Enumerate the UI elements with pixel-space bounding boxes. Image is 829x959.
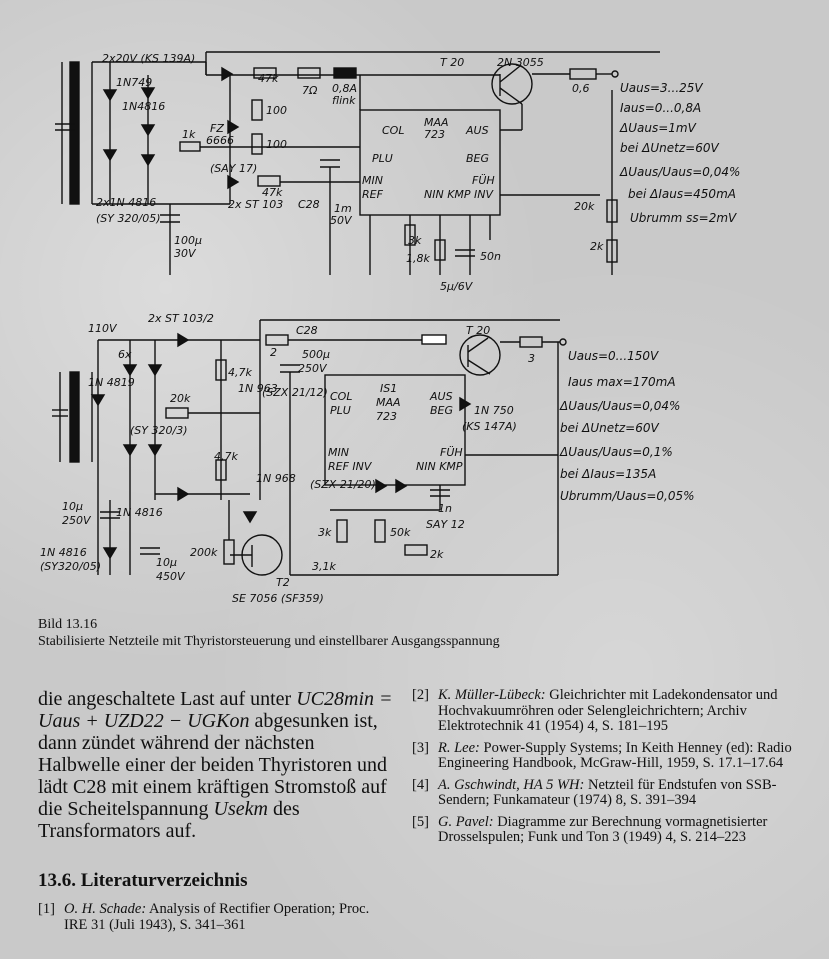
bottom-labels <box>40 312 695 605</box>
label: (SY320/05) <box>40 560 101 573</box>
label: 1N749 <box>116 76 153 89</box>
label: AUS <box>466 124 489 137</box>
label: 250V <box>298 362 327 375</box>
top-labels <box>96 52 740 293</box>
label: 1N 968 <box>256 472 296 485</box>
label: 110V <box>88 322 117 335</box>
reference-body: Netzteil für Endstufen von SSB-Sendern; Funkamateur (1974) 8, S. 391–394 <box>438 776 777 808</box>
label: 6x <box>118 348 132 361</box>
label: COL <box>382 124 405 137</box>
reference-text <box>438 688 802 735</box>
label: T2 <box>276 576 290 589</box>
label: (SZX 21/12) <box>262 386 328 399</box>
reference-text <box>438 815 802 846</box>
label: 1m <box>334 202 352 215</box>
label: 3k <box>318 526 332 539</box>
label: 3k <box>408 234 422 247</box>
label: 4,7k <box>214 450 238 463</box>
label: flink <box>332 94 356 107</box>
label: BEG <box>466 152 490 165</box>
formula-sum: = Uaus + UZD22 − UGKon <box>38 688 393 732</box>
label: SE 7056 (SF359) <box>232 592 324 605</box>
reference-item-1 <box>38 902 393 933</box>
label: 450V <box>156 570 185 583</box>
label: COL <box>330 390 353 403</box>
label: MIN <box>328 446 349 459</box>
label: MAA <box>376 396 401 409</box>
reference-author: O. H. Schade: <box>64 901 147 917</box>
figure-caption <box>38 616 798 650</box>
label: 47k <box>258 72 279 85</box>
label: IS1 <box>380 382 398 395</box>
label: PLU <box>372 152 393 165</box>
reference-number: [3] <box>412 739 429 756</box>
label: 1N 4819 <box>88 376 135 389</box>
label: (SZX 21/20) <box>310 478 376 491</box>
spec-bottom-4: ΔUaus/Uaus=0,1% <box>560 445 673 459</box>
reference-number: [2] <box>412 687 429 703</box>
label: 3 <box>528 352 535 365</box>
label: 2k <box>590 240 604 253</box>
label: REF INV <box>328 460 372 473</box>
label: 3,1k <box>312 560 336 573</box>
label: C28 <box>298 198 320 211</box>
label: 2x ST 103 <box>228 198 284 211</box>
label: 1n <box>438 502 452 515</box>
spec-bottom-3: bei ΔUnetz=60V <box>560 421 659 435</box>
label: 5μ/6V <box>440 280 473 293</box>
label: 2x ST 103/2 <box>148 312 214 325</box>
label: 1N 4816 <box>40 546 87 559</box>
reference-body: Analysis of Rectifier Operation; Proc. IRE 31 (Juli 1943), S. 341–361 <box>64 901 370 933</box>
spec-top-5: bei ΔIaus=450mA <box>628 187 736 201</box>
paragraph-text-1: die angeschaltete Last auf unter <box>38 688 292 710</box>
label: (KS 147A) <box>462 420 517 433</box>
reference-body: Diagramme zur Berechnung vormagnetisierter Drosselspulen; Funk und Ton 3 (1949) 4, S. 214–223 <box>438 813 768 845</box>
label: NIN KMP <box>416 460 463 473</box>
reference-text <box>438 778 802 809</box>
label: 20k <box>170 392 191 405</box>
reference-item-3 <box>412 741 802 772</box>
reference-author: K. Müller-Lübeck: <box>438 687 546 703</box>
spec-bottom-1: Iaus max=170mA <box>568 375 676 389</box>
label: (SY 320/05) <box>96 212 161 225</box>
reference-list <box>412 688 802 852</box>
label: 200k <box>190 546 218 559</box>
spec-bottom-2: ΔUaus/Uaus=0,04% <box>560 399 681 413</box>
spec-top-2: ΔUaus=1mV <box>620 121 696 135</box>
label: 1,8k <box>406 252 430 265</box>
reference-number: [1] <box>38 901 55 917</box>
label: 250V <box>62 514 91 527</box>
paragraph-text-4: des Transformators auf. <box>38 798 300 842</box>
transformer-core <box>70 62 79 204</box>
label: 2 <box>270 346 277 359</box>
label-trafo-top: 2x20V (KS 139A) <box>102 52 196 65</box>
label: 500μ <box>302 348 330 361</box>
label: REF <box>362 188 383 201</box>
label: 0,6 <box>572 82 590 95</box>
label: 50k <box>390 526 411 539</box>
label: 723 <box>376 410 397 423</box>
reference-body: Gleichrichter mit Ladekondensator und Hochvakuumröhren oder Selengleichrichtern; Archiv Elektrotechnik 41 (1954) 4, S. 181–195 <box>438 687 778 734</box>
label: 50n <box>480 250 501 263</box>
label: 47k <box>262 186 283 199</box>
label: 20k <box>574 200 595 213</box>
caption-label: Bild 13.16 <box>38 617 98 632</box>
spec-bottom-0: Uaus=0...150V <box>568 349 659 363</box>
label: FÜH <box>472 174 495 187</box>
label: MIN <box>362 174 383 187</box>
label: 1N 963 <box>238 382 278 395</box>
spec-bottom-5: bei ΔIaus=135A <box>560 467 657 481</box>
label: SAY 12 <box>426 518 465 531</box>
label: 10μ <box>62 500 83 513</box>
spec-top-4: ΔUaus/Uaus=0,04% <box>620 165 741 179</box>
transformer-core-bottom <box>70 372 79 462</box>
spec-bottom-6: Ubrumm/Uaus=0,05% <box>560 489 695 503</box>
reference-number: [4] <box>412 776 429 793</box>
label: 100 <box>266 104 287 117</box>
spec-top-3: bei ΔUnetz=60V <box>620 141 719 155</box>
spec-top-1: Iaus=0...0,8A <box>620 101 702 115</box>
label: PLU <box>330 404 351 417</box>
spec-top-6: Ubrumm ss=2mV <box>630 211 737 225</box>
reference-text <box>64 902 393 933</box>
label: BEG <box>430 404 454 417</box>
label: 6666 <box>206 134 234 147</box>
label: 1k <box>182 128 196 141</box>
formula-uc28min: UC28min <box>296 688 375 710</box>
transistor-bottom-t1 <box>460 335 500 375</box>
label: 7Ω <box>302 84 318 97</box>
transistor-2n3055 <box>492 64 532 104</box>
label: 723 <box>424 128 445 141</box>
reference-author: G. Pavel: <box>438 813 494 830</box>
reference-item-4 <box>412 778 802 809</box>
label: 10μ <box>156 556 177 569</box>
reference-author: A. Gschwindt, HA 5 WH: <box>438 776 585 793</box>
reference-body: Power-Supply Systems; In Keith Henney (ed): Radio Engineering Handbook, McGraw-Hill, 1959, S. 17.1–17.64 <box>438 739 792 771</box>
label: 2N 3055 <box>497 56 544 69</box>
spec-top-0: Uaus=3...25V <box>620 81 703 95</box>
caption-text: Stabilisierte Netzteile mit Thyristorsteuerung und einstellbarer Ausgangsspannung <box>38 634 500 649</box>
label: (SY 320/3) <box>130 424 188 437</box>
formula-usekm: Usekm <box>213 798 268 820</box>
label: 50V <box>330 214 352 227</box>
reference-number: [5] <box>412 813 429 830</box>
reference-item-2 <box>412 688 802 735</box>
reference-text <box>438 741 802 772</box>
section-heading: 13.6. Literaturverzeichnis <box>38 870 248 891</box>
label: AUS <box>430 390 453 403</box>
label: 4,7k <box>228 366 252 379</box>
label: 2k <box>430 548 444 561</box>
label: 2x1N 4816 <box>96 196 157 209</box>
label: 0,8A <box>332 82 358 95</box>
reference-author: R. Lee: <box>438 739 480 756</box>
label: 100 <box>266 138 287 151</box>
label: 1N 4816 <box>116 506 163 519</box>
label: (SAY 17) <box>210 162 258 175</box>
label: 1N 750 <box>474 404 514 417</box>
label: NIN KMP INV <box>424 188 494 201</box>
paragraph-text-3: abgesunken ist, dann zündet während der nächsten Halbwelle einer der beiden Thyristoren und lädt C28 mit einem kräftigen Stromstoß auf die Scheitelspannung <box>38 710 387 820</box>
label: MAA <box>424 116 449 129</box>
label: 30V <box>174 247 196 260</box>
label: C28 <box>296 324 318 337</box>
body-paragraph <box>38 688 393 842</box>
label: T 20 <box>466 324 491 337</box>
label: FÜH <box>440 446 463 459</box>
label: 1N4816 <box>122 100 166 113</box>
reference-item-5 <box>412 815 802 846</box>
label: 100μ <box>174 234 202 247</box>
label: FZ <box>210 122 224 135</box>
label: T 20 <box>440 56 465 69</box>
